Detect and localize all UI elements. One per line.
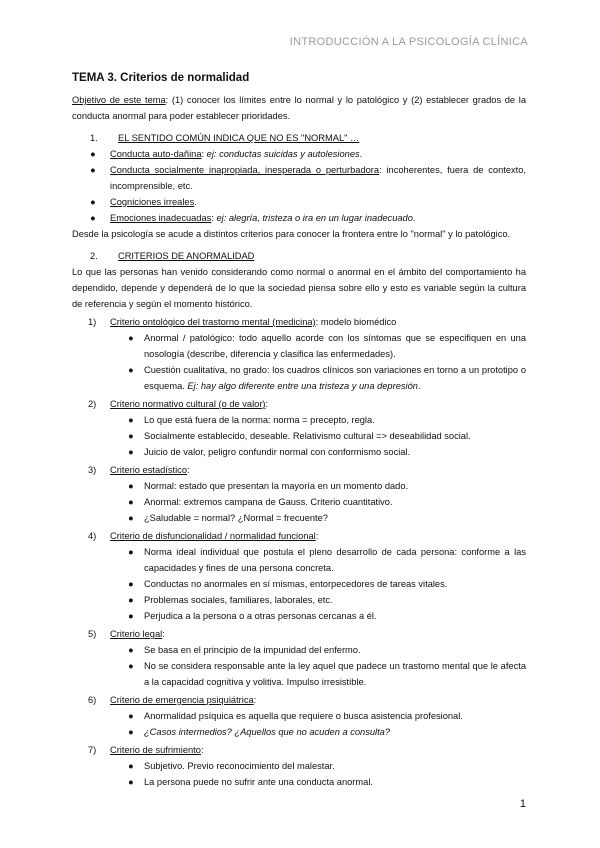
bullet-body: Socialmente establecido, deseable. Relativismo cultural => deseabilidad social. bbox=[144, 431, 471, 441]
criterion-bullet bbox=[72, 412, 526, 428]
criterion-suffix: : bbox=[265, 399, 269, 409]
criterion-bullet bbox=[72, 758, 526, 774]
criterion-title bbox=[110, 314, 396, 330]
criterion-heading bbox=[72, 626, 526, 642]
bullet-text bbox=[110, 210, 526, 226]
criterion-bullet-text bbox=[144, 708, 526, 724]
bullet-dot: ● bbox=[128, 447, 134, 457]
bullet-body: Problemas sociales, familiares, laborales, etc. bbox=[144, 595, 333, 605]
bullet-body: Anormal / patológico: todo aquello acorde con los síntomas que se especifiquen en una nosología (describe, diferencia y clasifica las enfermedades). bbox=[144, 333, 526, 359]
bullet-label: Emociones inadecuadas bbox=[110, 213, 212, 223]
criterion-label: Criterio legal bbox=[110, 629, 163, 639]
criterion-bullet bbox=[72, 576, 526, 592]
bullet-item bbox=[72, 194, 526, 210]
bullet-label: Conducta auto-dañina bbox=[110, 149, 202, 159]
bullet-dot: ● bbox=[128, 513, 134, 523]
criterion-number: 1) bbox=[88, 317, 97, 327]
criterion-bullet bbox=[72, 608, 526, 624]
bullet-rest: . bbox=[359, 149, 363, 159]
criterion-heading bbox=[72, 528, 526, 544]
bullet-body: Lo que está fuera de la norma: norma = precepto, regla. bbox=[144, 415, 375, 425]
criterion-bullet-text bbox=[144, 576, 526, 592]
criterion-title bbox=[110, 396, 268, 412]
bullet-dot: ● bbox=[128, 645, 134, 655]
bullet-rest: incoherentes, fuera de contexto, incomprensible, etc. bbox=[110, 165, 527, 191]
criterion-bullet-text bbox=[144, 412, 526, 428]
objective-label: Objetivo de este tema bbox=[72, 95, 166, 105]
section-2-intro: Lo que las personas han venido considerando como normal o anormal en el ámbito del comportamiento ha dependido, depende y dependerá de lo que la sociedad piensa sobre ello y esto es variable según la cultura de referencia y según el momento histórico. bbox=[72, 267, 526, 309]
bullet-dot: ● bbox=[128, 595, 134, 605]
criterion-number: 4) bbox=[88, 531, 97, 541]
section-2-heading bbox=[72, 248, 526, 264]
section-2-title: CRITERIOS DE ANORMALIDAD bbox=[118, 251, 255, 261]
criterion-bullet-text bbox=[144, 658, 526, 690]
bullet-dot: ● bbox=[128, 611, 134, 621]
criterion-bullet-text bbox=[144, 478, 526, 494]
bullet-dot: ● bbox=[90, 165, 96, 175]
criterion-bullet-text bbox=[144, 544, 526, 576]
running-header: INTRODUCCIÓN A LA PSICOLOGÍA CLÍNICA bbox=[289, 36, 528, 48]
criterion-bullet-text bbox=[144, 592, 526, 608]
bullet-item bbox=[72, 146, 526, 162]
criterion-bullet bbox=[72, 708, 526, 724]
criterion-suffix: : bbox=[187, 465, 190, 475]
bullet-text bbox=[110, 194, 526, 210]
criterion-suffix: : bbox=[253, 695, 257, 705]
criterion-bullet bbox=[72, 592, 526, 608]
bullet-dot: ● bbox=[128, 727, 134, 737]
criteria-list bbox=[72, 314, 526, 790]
bullet-item bbox=[72, 210, 526, 226]
criterion-bullet-text bbox=[144, 608, 526, 624]
criterion-bullet-text bbox=[144, 444, 526, 460]
criterion-label: Criterio normativo cultural (o de valor) bbox=[110, 399, 266, 409]
criterion-label: Criterio ontológico del trastorno mental (medicina) bbox=[110, 317, 316, 327]
criterion-suffix: : bbox=[162, 629, 165, 639]
criterion-heading bbox=[72, 692, 526, 708]
bullet-body: Cuestión cualitativa, no grado: los cuadros clínicos son variaciones en torno a un prototipo o esquema. bbox=[144, 365, 526, 391]
bullet-dot: ● bbox=[128, 333, 134, 343]
criterion-bullet bbox=[72, 724, 526, 740]
criterion-title bbox=[110, 692, 256, 708]
bullet-example: Ej: hay algo diferente entre una tristeza y una depresión bbox=[187, 381, 418, 391]
bullet-body: Subjetivo. Previo reconocimiento del malestar. bbox=[144, 761, 335, 771]
criterion-number: 5) bbox=[88, 629, 97, 639]
criterion-number: 6) bbox=[88, 695, 97, 705]
bullet-dot: ● bbox=[128, 579, 134, 589]
bullet-body: Norma ideal individual que postula el pleno desarrollo de cada persona: conforme a las capacidades y fines de una persona concreta. bbox=[144, 547, 526, 573]
criterion-bullet bbox=[72, 642, 526, 658]
criterion-bullet-text bbox=[144, 494, 526, 510]
criterion-heading bbox=[72, 742, 526, 758]
bullet-tail: . bbox=[417, 381, 421, 391]
bullet-example: ej: conductas suicidas y autolesiones bbox=[206, 149, 360, 159]
criterion-bullet-text bbox=[144, 774, 526, 790]
criterion-bullet-text bbox=[144, 330, 526, 362]
criterion-bullet bbox=[72, 444, 526, 460]
criterion-bullet-text bbox=[144, 724, 526, 740]
bullet-body: La persona puede no sufrir ante una conducta anormal. bbox=[144, 777, 373, 787]
criterion-label: Criterio estadístico bbox=[110, 465, 187, 475]
bullet-separator: . bbox=[194, 197, 197, 207]
bullet-example: ej: alegría, tristeza o ira en un lugar inadecuado bbox=[216, 213, 413, 223]
bullet-dot: ● bbox=[90, 213, 96, 223]
objective-text: : (1) conocer los límites entre lo normal y lo patológico y (2) establecer grados de la conducta anormal para poder establecer prioridades. bbox=[72, 95, 526, 121]
criterion-bullet bbox=[72, 774, 526, 790]
criterion-bullet-text bbox=[144, 362, 526, 394]
criterion-bullet-text bbox=[144, 758, 526, 774]
section-2-number: 2. bbox=[90, 251, 98, 261]
bullet-separator: : bbox=[211, 213, 217, 223]
section-1-number: 1. bbox=[90, 133, 98, 143]
bullet-body: Juicio de valor, peligro confundir normal con conformismo social. bbox=[144, 447, 411, 457]
page-number: 1 bbox=[519, 798, 526, 810]
section-1-list bbox=[72, 146, 526, 226]
bullet-separator: : bbox=[201, 149, 207, 159]
criterion-label: Criterio de sufrimiento bbox=[110, 745, 201, 755]
bullet-dot: ● bbox=[128, 711, 134, 721]
bullet-rest: . bbox=[412, 213, 416, 223]
criterion-number: 3) bbox=[88, 465, 97, 475]
bullet-body: No se considera responsable ante la ley aquel que padece un trastorno mental que le afecta a la capacidad cognitiva y volitiva. Impulso irresistible. bbox=[144, 661, 526, 687]
bullet-body: Se basa en el principio de la impunidad del enfermo. bbox=[144, 645, 361, 655]
criterion-bullet bbox=[72, 544, 526, 576]
criterion-suffix: : modelo biomédico bbox=[315, 317, 397, 327]
criterion-bullet bbox=[72, 658, 526, 690]
bullet-dot: ● bbox=[128, 547, 134, 557]
criterion-bullet bbox=[72, 428, 526, 444]
criterion-bullet-text bbox=[144, 428, 526, 444]
bullet-body: Perjudica a la persona o a otras personas cercanas a él. bbox=[144, 611, 377, 621]
criterion-bullet bbox=[72, 510, 526, 526]
criterion-suffix: : bbox=[200, 745, 204, 755]
criterion-bullet bbox=[72, 494, 526, 510]
bullet-dot: ● bbox=[90, 149, 96, 159]
bullet-body: Normal: estado que presentan la mayoría en un momento dado. bbox=[144, 481, 409, 491]
criterion-bullet bbox=[72, 330, 526, 362]
bullet-separator: : bbox=[379, 165, 387, 175]
bullet-label: Conducta socialmente inapropiada, inesperada o perturbadora bbox=[110, 165, 380, 175]
bullet-dot: ● bbox=[128, 661, 134, 671]
criterion-number: 7) bbox=[88, 745, 97, 755]
objective-paragraph bbox=[72, 92, 526, 124]
bullet-dot: ● bbox=[128, 431, 134, 441]
bullet-dot: ● bbox=[128, 481, 134, 491]
bullet-body: Conductas no anormales en sí mismas, entorpecedores de tareas vitales. bbox=[144, 579, 448, 589]
bullet-dot: ● bbox=[128, 415, 134, 425]
document-body bbox=[72, 70, 526, 790]
bullet-dot: ● bbox=[128, 497, 134, 507]
section-1-heading bbox=[72, 130, 526, 146]
criterion-title bbox=[110, 462, 190, 478]
criterion-bullet-text bbox=[144, 510, 526, 526]
criterion-heading bbox=[72, 396, 526, 412]
criterion-bullet-text bbox=[144, 642, 526, 658]
bullet-dot: ● bbox=[128, 761, 134, 771]
section-1-closing: Desde la psicología se acude a distintos criterios para conocer la frontera entre lo "normal" y lo patológico. bbox=[72, 229, 511, 239]
bullet-text bbox=[110, 146, 526, 162]
section-1-title: EL SENTIDO COMÚN INDICA QUE NO ES "NORMAL" … bbox=[118, 133, 360, 143]
criterion-number: 2) bbox=[88, 399, 97, 409]
bullet-dot: ● bbox=[128, 365, 134, 375]
criterion-title bbox=[110, 742, 204, 758]
criterion-bullet bbox=[72, 362, 526, 394]
criterion-label: Criterio de emergencia psiquiátrica bbox=[110, 695, 254, 705]
page-title: TEMA 3. Criterios de normalidad bbox=[72, 72, 250, 84]
bullet-body: Anormal: extremos campana de Gauss. Criterio cuantitativo. bbox=[144, 497, 393, 507]
bullet-dot: ● bbox=[128, 777, 134, 787]
bullet-label: Cogniciones irreales bbox=[110, 197, 195, 207]
criterion-bullet bbox=[72, 478, 526, 494]
bullet-dot: ● bbox=[90, 197, 96, 207]
bullet-body: Anormalidad psíquica es aquella que requiere o busca asistencia profesional. bbox=[144, 711, 463, 721]
criterion-heading bbox=[72, 462, 526, 478]
criterion-suffix: : bbox=[315, 531, 319, 541]
criterion-title bbox=[110, 528, 318, 544]
bullet-body: ¿Saludable = normal? ¿Normal = frecuente? bbox=[144, 513, 328, 523]
criterion-heading bbox=[72, 314, 526, 330]
bullet-text bbox=[110, 162, 526, 194]
bullet-item bbox=[72, 162, 526, 194]
criterion-label: Criterio de disfuncionalidad / normalidad funcional bbox=[110, 531, 316, 541]
criterion-title bbox=[110, 626, 165, 642]
bullet-example: ¿Casos intermedios? ¿Aquellos que no acuden a consulta? bbox=[144, 727, 390, 737]
